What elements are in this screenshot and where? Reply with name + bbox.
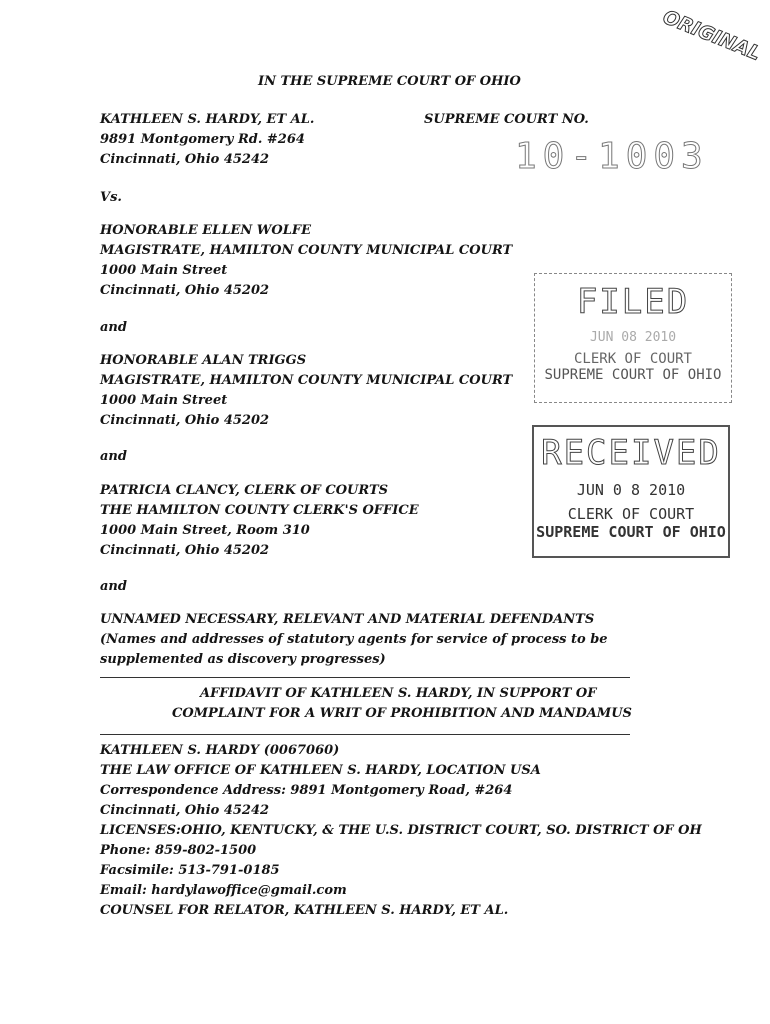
divider-rule-top: [100, 677, 630, 678]
and-connector-2: and: [100, 449, 127, 464]
versus-label: Vs.: [100, 190, 122, 205]
affidavit-title-line2: COMPLAINT FOR A WRIT OF PROHIBITION AND MANDAMUS: [172, 706, 632, 721]
affidavit-title-line1: AFFIDAVIT OF KATHLEEN S. HARDY, IN SUPPORT OF: [200, 686, 597, 701]
respondent3-office: THE HAMILTON COUNTY CLERK'S OFFICE: [100, 503, 419, 518]
court-title: IN THE SUPREME COURT OF OHIO: [258, 74, 521, 89]
counsel-line2: THE LAW OFFICE OF KATHLEEN S. HARDY, LOCATION USA: [100, 763, 541, 778]
relator-name: KATHLEEN S. HARDY, ET AL.: [100, 112, 315, 127]
filed-stamp-court: SUPREME COURT OF OHIO: [544, 367, 722, 383]
filed-stamp: [534, 273, 732, 403]
case-number-stamp: 10-1003: [515, 136, 709, 177]
divider-rule-bottom: [100, 734, 630, 735]
case-number-label: SUPREME COURT NO.: [424, 112, 589, 127]
counsel-line8: Email: hardylawoffice@gmail.com: [100, 883, 347, 898]
respondent2-name: HONORABLE ALAN TRIGGS: [100, 353, 307, 368]
respondent1-title: MAGISTRATE, HAMILTON COUNTY MUNICIPAL COURT: [100, 243, 513, 258]
respondent2-address-line2: Cincinnati, Ohio 45202: [100, 413, 270, 428]
counsel-line9: COUNSEL FOR RELATOR, KATHLEEN S. HARDY, ET AL.: [100, 903, 509, 918]
respondent3-address-line1: 1000 Main Street, Room 310: [100, 523, 310, 538]
respondent1-address-line2: Cincinnati, Ohio 45202: [100, 283, 270, 298]
respondent2-block: [100, 351, 512, 431]
received-stamp-clerk: CLERK OF COURT: [567, 505, 695, 523]
respondent3-name: PATRICIA CLANCY, CLERK OF COURTS: [100, 483, 389, 498]
counsel-line5: LICENSES:OHIO, KENTUCKY, & THE U.S. DISTRICT COURT, SO. DISTRICT OF OH: [100, 823, 702, 838]
received-stamp: [532, 425, 730, 558]
unnamed-defendants-line2: (Names and addresses of statutory agents for service of process to be: [100, 632, 608, 647]
relator-block: [100, 110, 314, 170]
respondent1-address-line1: 1000 Main Street: [100, 263, 228, 278]
and-connector-3: and: [100, 579, 127, 594]
respondent3-address-line2: Cincinnati, Ohio 45202: [100, 543, 270, 558]
received-stamp-date: JUN 0 8 2010: [576, 481, 686, 499]
counsel-line6: Phone: 859-802-1500: [100, 843, 257, 858]
counsel-block: [100, 741, 702, 921]
counsel-line7: Facsimile: 513-791-0185: [100, 863, 280, 878]
unnamed-defendants-line1: UNNAMED NECESSARY, RELEVANT AND MATERIAL DEFENDANTS: [100, 612, 595, 627]
respondent2-title: MAGISTRATE, HAMILTON COUNTY MUNICIPAL COURT: [100, 373, 513, 388]
original-stamp: ORIGINAL: [659, 6, 764, 66]
filed-stamp-clerk: CLERK OF COURT: [573, 351, 692, 367]
filed-stamp-heading: FILED: [576, 282, 690, 322]
unnamed-defendants-line3: supplemented as discovery progresses): [100, 652, 386, 667]
counsel-line1: KATHLEEN S. HARDY (0067060): [100, 743, 340, 758]
received-stamp-heading: RECEIVED: [541, 433, 721, 473]
respondent1-block: [100, 221, 512, 301]
relator-address-line1: 9891 Montgomery Rd. #264: [100, 132, 305, 147]
relator-address-line2: Cincinnati, Ohio 45242: [100, 152, 270, 167]
respondent2-address-line1: 1000 Main Street: [100, 393, 228, 408]
received-stamp-court: SUPREME COURT OF OHIO: [536, 523, 726, 541]
respondent3-block: [100, 481, 419, 561]
respondent1-name: HONORABLE ELLEN WOLFE: [100, 223, 311, 238]
filed-stamp-date: JUN 08 2010: [589, 330, 677, 345]
counsel-line4: Cincinnati, Ohio 45242: [100, 803, 270, 818]
unnamed-defendants-block: [100, 610, 608, 670]
counsel-line3: Correspondence Address: 9891 Montgomery Road, #264: [100, 783, 513, 798]
and-connector-1: and: [100, 320, 127, 335]
